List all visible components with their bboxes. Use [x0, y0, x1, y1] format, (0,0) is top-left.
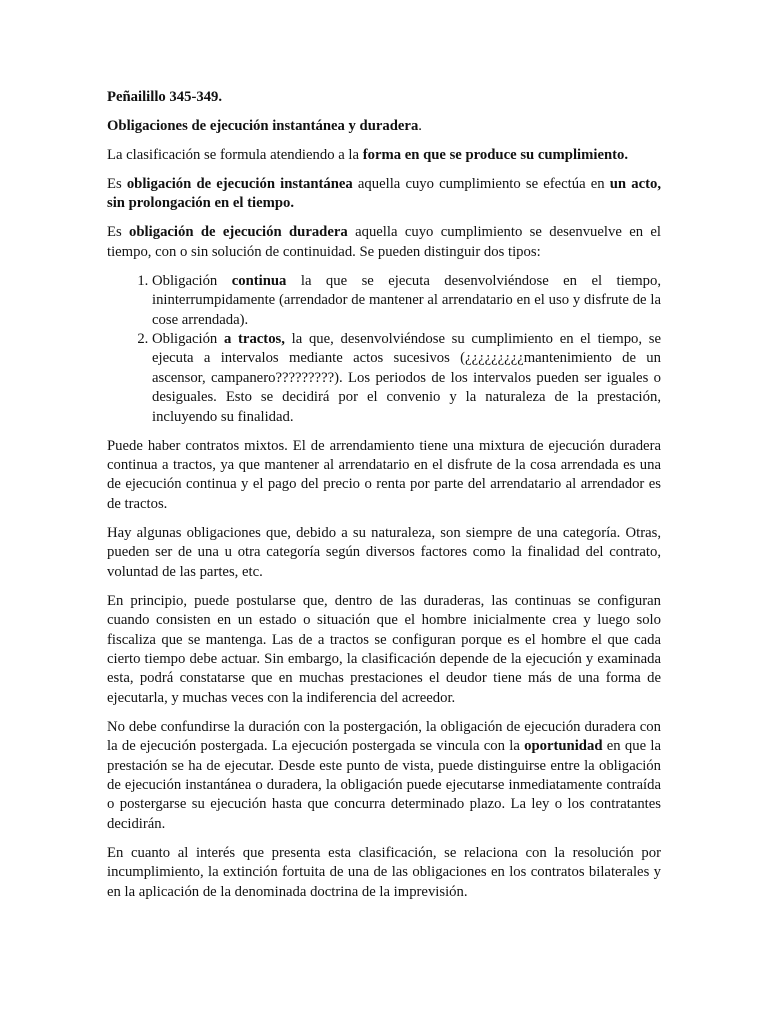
- bold-text-run: un acto, sin prolongación en el tiempo.: [107, 176, 662, 212]
- bold-text-run: a tractos,: [223, 331, 285, 348]
- text-run: Obligación: [152, 272, 232, 289]
- text-run: No debe confundirse la duración con la postergación, la obligación de ejecución duradera con la de ejecución postergada. La ejecución postergada se vincula con la: [107, 718, 661, 755]
- document-page: [107, 88, 661, 912]
- paragraph-contratos-mixtos: Puede haber contratos mixtos. El de arrendamiento tiene una mixtura de ejecución duradera continua a tractos, ya que mantener al arrendatario en el disfrute de la cosa arrendada es una de ejecución continua y el pago del precio o renta por parte del arrendatario al arrendador es de tractos.: [107, 437, 661, 512]
- bold-text-run: oportunidad: [524, 738, 603, 755]
- paragraph-instantanea: [107, 175, 661, 214]
- text-run: en que la prestación se ha de ejecutar. Desde este punto de vista, puede distinguirse entre la obligación de ejecución instantánea o duradera, la obligación puede ejecutarse inmediatamente contraída o postergarse su ejecución hasta que concurra determinado plazo. La ley o los contratantes decidirán.: [107, 738, 661, 832]
- bold-text-run: obligación de ejecución instantánea: [126, 176, 353, 192]
- text-run: Obligación: [152, 331, 224, 348]
- paragraph-principio: En principio, puede postularse que, dentro de las duraderas, las continuas se configuran cuando consisten en un estado o situación que el hombre inicialmente crea y luego solo fiscaliza que se mantenga. Las de a tractos se configuran porque es el hombre el que cada cierto tiempo debe actuar. Sin embargo, la clasificación depende de la ejecución y examinada esta, podrá constatarse que en muchas prestaciones el deudor tiene más de una forma de ejecutarla, y muchas veces con la indiferencia del acreedor.: [107, 592, 661, 706]
- paragraph-interes: En cuanto al interés que presenta esta clasificación, se relaciona con la resolución por incumplimiento, la extinción fortuita de una de las obligaciones en los contratos bilaterales y en la aplicación de la denominada doctrina de la imprevisión.: [107, 844, 661, 900]
- text-run: La clasificación se formula atendiendo a la: [107, 147, 363, 163]
- bold-text-run: continua: [231, 272, 287, 289]
- paragraph-duradera: [107, 223, 661, 262]
- bold-text-run: obligación de ejecución duradera: [129, 224, 348, 241]
- text-run: la que se ejecuta desenvolviéndose en el tiempo, ininterrumpidamente (arrendador de mantener al arrendatario en el uso y disfrute de la cose arrendada).: [152, 272, 661, 328]
- text-run: la que, desenvolviéndose su cumplimiento en el tiempo, se ejecuta a intervalos mediante actos sucesivos (¿¿¿¿¿¿¿¿¿mantenimiento de un ascensor, campanero?????????). Los periodos de los intervalos pueden ser iguales o desiguales. Esto se decidirá por el convenio y la naturaleza de la prestación, incluyendo su finalidad.: [152, 331, 662, 425]
- header-text: Peñailillo 345-349.: [107, 89, 223, 105]
- text-run: Es: [107, 224, 130, 241]
- paragraph-clasificacion: [107, 146, 661, 165]
- list-item: [152, 272, 661, 330]
- title-period: .: [418, 118, 422, 134]
- text-run: Es: [107, 176, 127, 192]
- document-title: [107, 117, 661, 136]
- title-text: Obligaciones de ejecución instantánea y duradera: [107, 118, 419, 134]
- bold-text-run: forma en que se produce su cumplimiento.: [362, 147, 629, 163]
- text-run: aquella cuyo cumplimiento se efectúa en: [352, 176, 610, 192]
- text-run: aquella cuyo cumplimiento se desenvuelve en el tiempo, con o sin solución de continuidad. Se pueden distinguir dos tipos:: [107, 224, 661, 260]
- list-item: [152, 330, 661, 427]
- paragraph-categorias: Hay algunas obligaciones que, debido a su naturaleza, son siempre de una categoría. Otras, pueden ser de una u otra categoría según diversos factores como la finalidad del contrato, voluntad de las partes, etc.: [107, 524, 661, 580]
- types-list: [107, 272, 661, 427]
- paragraph-postergacion: [107, 718, 661, 834]
- document-header: [107, 88, 661, 107]
